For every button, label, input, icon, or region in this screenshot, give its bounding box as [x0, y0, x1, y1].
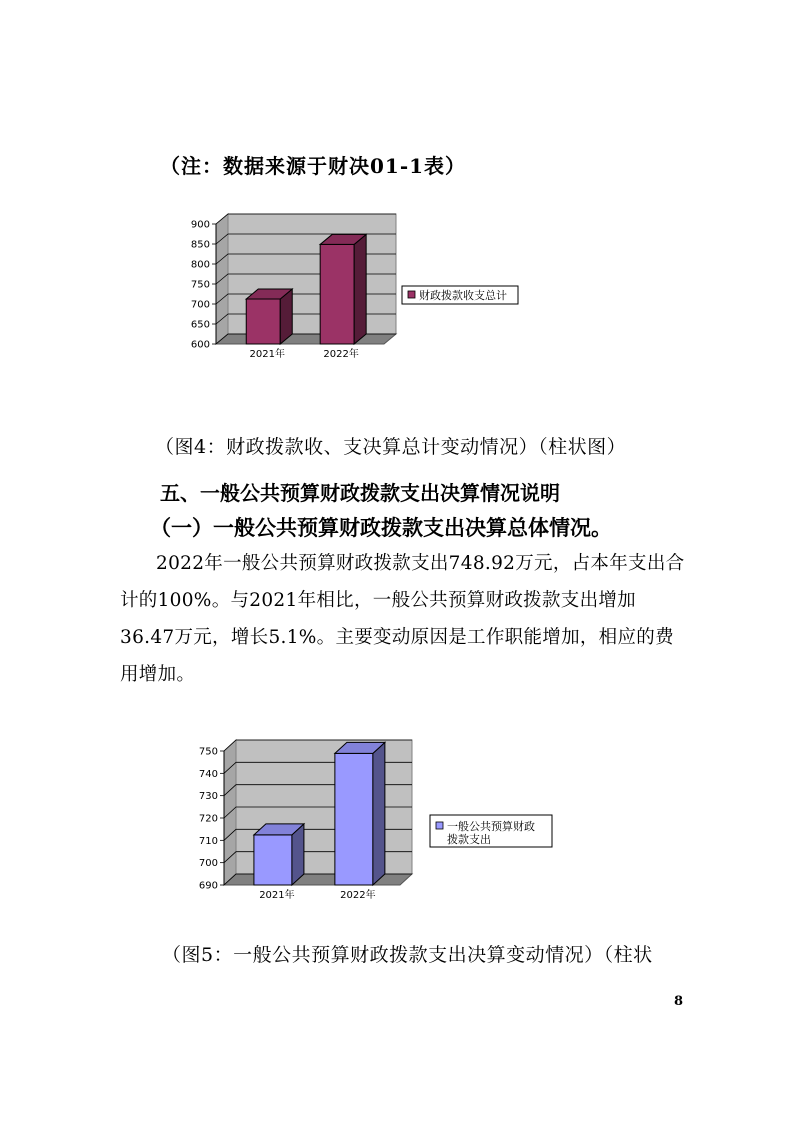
y-tick-label: 720: [198, 813, 218, 825]
chart2-legend-line1: 一般公共预算财政: [447, 820, 535, 833]
chart-fiscal-total: [180, 210, 530, 370]
chart2-y-ticks: [199, 747, 224, 892]
data-source-note: （注：数据来源于财决01-1表）: [160, 154, 467, 178]
chart-general-budget-expense: [190, 735, 565, 905]
page-number: 8: [674, 994, 684, 1009]
y-tick-label: 900: [190, 219, 210, 231]
bar: [320, 234, 366, 344]
y-tick-label: 700: [190, 299, 210, 311]
y-tick-label: 700: [198, 858, 218, 870]
y-tick-label: 750: [198, 746, 218, 758]
y-tick-label: 650: [190, 319, 210, 331]
y-tick-label: 850: [190, 239, 210, 251]
y-tick-label: 730: [198, 791, 218, 803]
bar: [246, 289, 292, 344]
section-5-1-heading: （一）一般公共预算财政拨款支出决算总体情况。: [150, 515, 612, 540]
y-tick-label: 750: [190, 279, 210, 291]
chart2-legend: [430, 815, 552, 847]
y-tick-label: 690: [198, 880, 218, 892]
figure-5-caption: （图5：一般公共预算财政拨款支出决算变动情况）（柱状: [162, 944, 653, 966]
chart1-legend-swatch: [408, 291, 415, 298]
section-5-heading: 五、一般公共预算财政拨款支出决算情况说明: [160, 481, 560, 505]
x-tick-label: 2021年: [249, 349, 285, 360]
figure-4-caption: （图4：财政拨款收、支决算总计变动情况）（柱状图）: [155, 436, 627, 458]
y-tick-label: 710: [198, 835, 218, 847]
chart2-legend-swatch: [436, 822, 443, 829]
x-tick-label: 2022年: [323, 349, 359, 360]
y-tick-label: 800: [190, 259, 210, 271]
body-paragraph: 2022年一般公共预算财政拨款支出748.92万元，占本年支出合计的100%。与2021年相比，一般公共预算财政拨款支出增加36.47万元，增长5.1%。主要变动原因是工作职能增加，相应的费用增加。: [120, 553, 685, 685]
chart-floor: [216, 334, 396, 344]
chart1-gridlines: [216, 214, 396, 344]
x-tick-label: 2021年: [259, 890, 295, 901]
chart1-legend-label: 财政拨款收支总计: [419, 289, 507, 302]
bar: [254, 824, 304, 885]
chart1-y-ticks: [191, 220, 216, 351]
y-tick-label: 600: [190, 339, 210, 351]
chart2-x-labels: [259, 888, 375, 901]
bar: [335, 742, 385, 885]
x-tick-label: 2022年: [340, 890, 376, 901]
y-tick-label: 740: [198, 768, 218, 780]
chart2-legend-line2: 拨款支出: [447, 833, 491, 846]
chart1-x-labels: [250, 347, 359, 360]
chart1-legend: [402, 286, 518, 304]
